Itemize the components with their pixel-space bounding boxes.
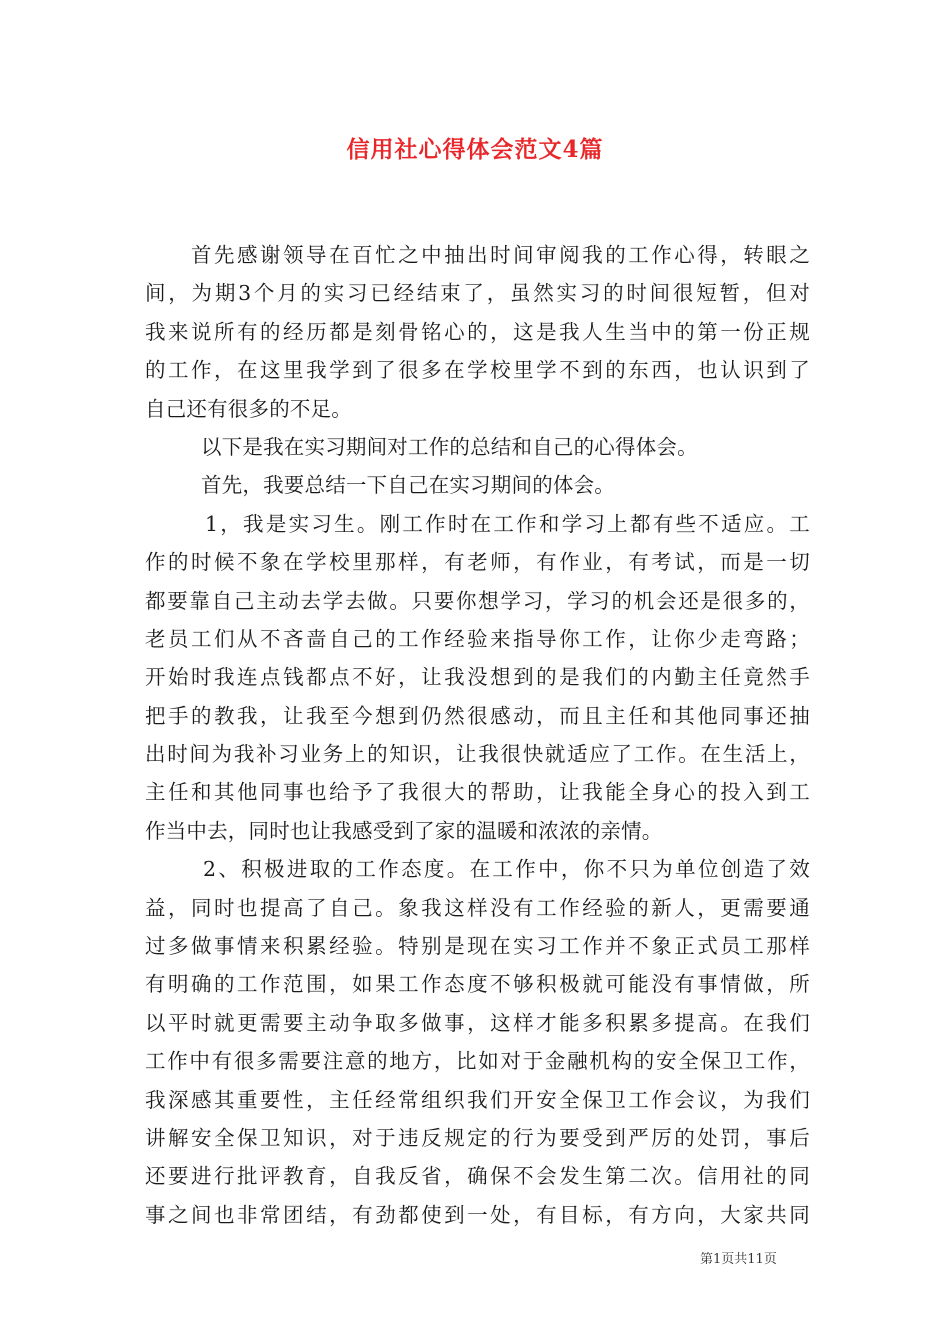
text-line: 我深感其重要性，主任经常组织我们开安全保卫工作会议，为我们 [145, 1087, 810, 1112]
text-line: 出时间为我补习业务上的知识，让我很快就适应了工作。在生活上， [145, 742, 810, 767]
text-line: 1，我是实习生。刚工作时在工作和学习上都有些不适应。工 [205, 511, 810, 536]
text-line: 作当中去，同时也让我感受到了家的温暖和浓浓的亲情。 [145, 818, 663, 843]
text-line: 工作中有很多需要注意的地方，比如对于金融机构的安全保卫工作， [145, 1049, 810, 1074]
text-line: 以下是我在实习期间对工作的总结和自己的心得体会。 [201, 434, 698, 459]
text-line: 主任和其他同事也给予了我很大的帮助，让我能全身心的投入到工 [145, 780, 810, 805]
text-line: 益，同时也提高了自己。象我这样没有工作经验的新人，更需要通 [145, 895, 810, 920]
text-line: 有明确的工作范围，如果工作态度不够积极就可能没有事情做，所 [145, 972, 810, 997]
text-line: 还要进行批评教育，自我反省，确保不会发生第二次。信用社的同 [145, 1164, 810, 1189]
document-title: 信用社心得体会范文4篇 [346, 136, 604, 163]
text-line: 的工作，在这里我学到了很多在学校里学不到的东西，也认识到了 [145, 358, 810, 383]
text-line: 开始时我连点钱都点不好，让我没想到的是我们的内勤主任竟然手 [145, 665, 810, 690]
text-line: 2、积极进取的工作态度。在工作中，你不只为单位创造了效 [203, 857, 810, 882]
text-line: 都要靠自己主动去学去做。只要你想学习，学习的机会还是很多的， [145, 588, 810, 613]
text-line: 事之间也非常团结，有劲都使到一处，有目标，有方向，大家共同 [145, 1202, 810, 1227]
text-line: 首先感谢领导在百忙之中抽出时间审阅我的工作心得，转眼之 [191, 243, 810, 267]
text-line: 把手的教我，让我至今想到仍然很感动，而且主任和其他同事还抽 [145, 703, 810, 728]
text-line: 老员工们从不吝啬自己的工作经验来指导你工作，让你少走弯路； [145, 626, 810, 651]
text-line: 间，为期3个月的实习已经结束了，虽然实习的时间很短暂，但对 [145, 281, 810, 306]
text-line: 以平时就更需要主动争取多做事，这样才能多积累多提高。在我们 [145, 1010, 810, 1035]
text-line: 讲解安全保卫知识，对于违反规定的行为要受到严厉的处罚，事后 [145, 1125, 810, 1150]
text-line: 首先，我要总结一下自己在实习期间的体会。 [201, 473, 615, 498]
page-number: 第1页共11页 [700, 1252, 777, 1267]
document-body [145, 236, 810, 1234]
text-line: 作的时候不象在学校里那样，有老师，有作业，有考试，而是一切 [145, 550, 810, 575]
text-line: 自己还有很多的不足。 [145, 396, 352, 421]
text-line: 我来说所有的经历都是刻骨铭心的，这是我人生当中的第一份正规 [145, 319, 810, 344]
text-line: 过多做事情来积累经验。特别是现在实习工作并不象正式员工那样 [145, 934, 810, 959]
